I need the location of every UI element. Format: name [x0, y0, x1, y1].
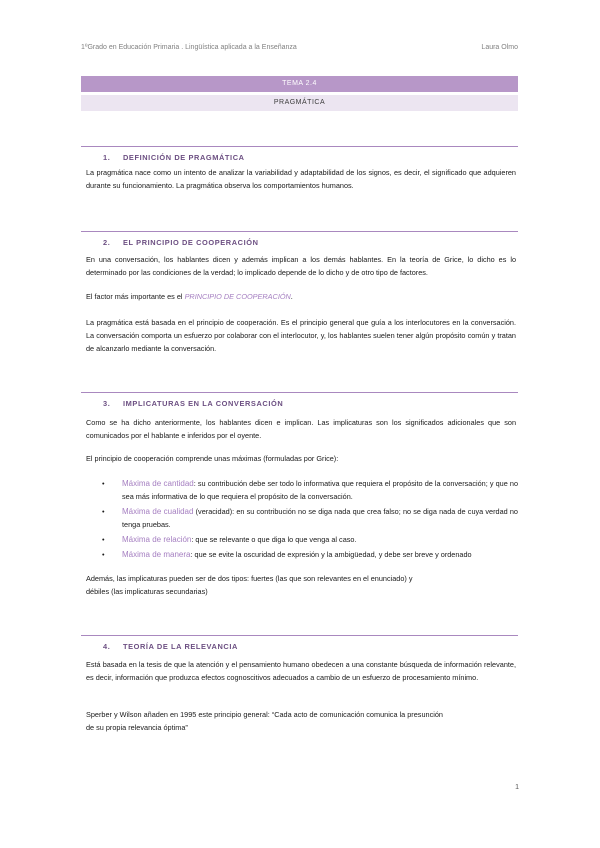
maxims-list — [100, 477, 518, 563]
highlighted-term: PRINCIPIO DE COOPERACIÓN — [184, 292, 291, 301]
section-title: TEORÍA DE LA RELEVANCIA — [123, 642, 238, 651]
section-number: 4. — [103, 642, 111, 651]
list-item: • Máxima de manera: que se evite la oscuridad de expresión y la ambigüedad, y debe ser breve y ordenado — [102, 550, 472, 559]
section-number: 1. — [103, 153, 111, 162]
header-course: 1ºGrado en Educación Primaria . Lingüística aplicada a la Enseñanza — [81, 44, 297, 51]
list-item: • Máxima de cantidad: su contribución debe ser todo lo informativa que requiera el propósito de la conversación; y que no sea más informativa de lo que requiera el propósito de la conversación. — [102, 479, 519, 501]
paragraph: Sperber y Wilson añaden en 1995 este principio general: “Cada acto de comunicación comunica la presunción de su propia relevancia óptima” — [86, 710, 443, 732]
page-number: 1 — [515, 784, 519, 791]
header-author: Laura Olmo — [481, 44, 518, 51]
bullet-icon: • — [102, 479, 105, 488]
section-heading — [81, 635, 518, 651]
section-heading — [81, 146, 518, 162]
paragraph: El principio de cooperación comprende unas máximas (formuladas por Grice): — [86, 454, 339, 463]
section-number: 3. — [103, 399, 111, 408]
paragraph: La pragmática nace como un intento de analizar la variabilidad y adaptabilidad de los signos, es decir, el significado que adquieren durante su funcionamiento. La pragmática observa los comportamientos humanos. — [86, 168, 516, 190]
section-divider — [81, 635, 518, 636]
paragraph: En una conversación, los hablantes dicen y además implican a los demás hablantes. En la teoría de Grice, lo dicho es lo determinado por las condiciones de la verdad; lo implicado depende de lo dicho y de otro tipo de factores. — [86, 255, 516, 277]
section-title: IMPLICATURAS EN LA CONVERSACIÓN — [123, 399, 284, 408]
paragraph: Como se ha dicho anteriormente, los hablantes dicen e implican. Las implicaturas son los significados adicionales que son comunicados por el hablante e inferidos por el oyente. — [86, 418, 516, 440]
section-number: 2. — [103, 238, 111, 247]
list-item: • Máxima de cualidad (veracidad): en su contribución no se diga nada que crea falso; no se diga nada de cuya verdad no tenga pruebas. — [102, 507, 518, 529]
paragraph: Está basada en la tesis de que la atención y el pensamiento humano obedecen a una constante búsqueda de información relevante, es decir, información que produzca efectos cognoscitivos adecuados a cambio de un esfuerzo de procesamiento mínimo. — [86, 660, 516, 682]
section-divider — [81, 146, 518, 147]
bullet-icon: • — [102, 550, 105, 559]
bullet-icon: • — [102, 507, 105, 516]
paragraph: Además, las implicaturas pueden ser de dos tipos: fuertes (las que son relevantes en el enunciado) y débiles (las implicaturas secundarias) — [86, 574, 413, 596]
section-heading — [81, 231, 518, 247]
section-divider — [81, 392, 518, 393]
bullet-icon: • — [102, 535, 105, 544]
list-item: • Máxima de relación: que se relevante o que diga lo que venga al caso. — [102, 535, 357, 544]
topic-banner: TEMA 2.4 — [81, 76, 518, 92]
section-heading — [81, 392, 518, 408]
section-title: DEFINICIÓN DE PRAGMÁTICA — [123, 153, 245, 162]
title-banner: PRAGMÁTICA — [81, 95, 518, 111]
section-title: EL PRINCIPIO DE COOPERACIÓN — [123, 238, 259, 247]
paragraph: El factor más importante es el PRINCIPIO DE COOPERACIÓN. — [86, 292, 293, 301]
section-divider — [81, 231, 518, 232]
paragraph: La pragmática está basada en el principio de cooperación. Es el principio general que guía a los interlocutores en la conversación. La conversación comporta un esfuerzo por colaborar con el interlocutor, y, los hablantes suelen tener algún propósito común y tratan de alcanzarlo mediante la conversación. — [86, 318, 516, 353]
